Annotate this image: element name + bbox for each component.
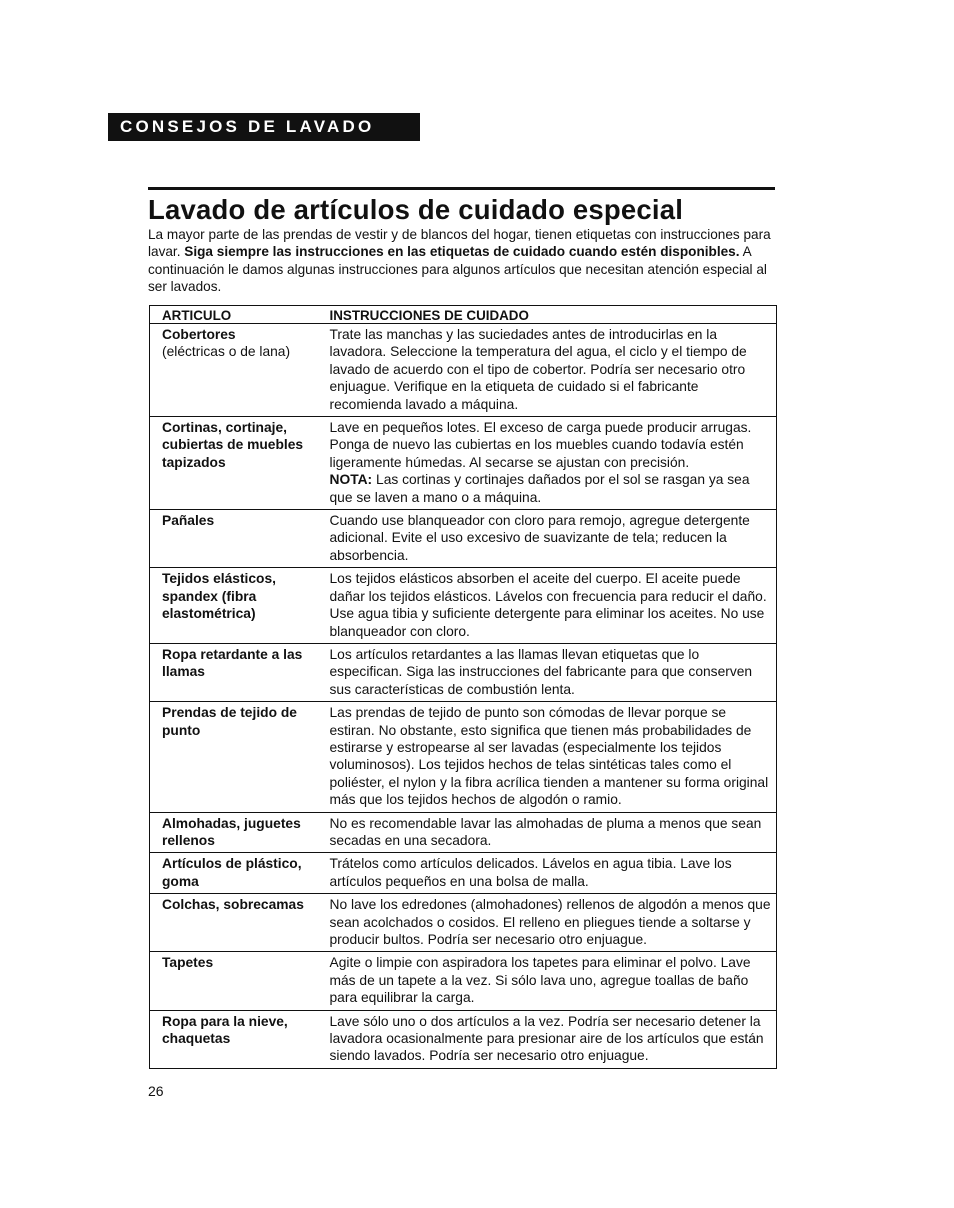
table-row	[150, 894, 777, 952]
header-article: ARTICULO	[150, 306, 318, 324]
item-cell	[150, 702, 318, 812]
instructions-cell: Los tejidos elásticos absorben el aceite del cuerpo. El aceite puede dañar los tejidos elásticos. Lávelos con frecuencia para reducir el daño. Use agua tibia y suficiente detergente para eliminar los aceites. No use blanqueador con cloro.	[318, 568, 777, 644]
instructions-cell: Lave sólo uno o dos artículos a la vez. Podría ser necesario detener la lavadora ocasionalmente para presionar aire de los artículos que están siendo lavados. Podría ser necesario otro enjuague.	[318, 1010, 777, 1068]
note-text: Las cortinas y cortinajes dañados por el sol se rasgan ya sea que se laven a mano o a máquina.	[329, 472, 750, 505]
item-name: Artículos de plástico, goma	[162, 856, 302, 889]
item-cell	[150, 568, 318, 644]
item-name: Pañales	[162, 513, 215, 529]
item-name: Prendas de tejido de punto	[162, 705, 297, 738]
intro-text-2: A continuación le damos algunas instrucciones para algunos artículos que necesitan atención especial al ser lavados.	[148, 244, 767, 295]
instructions-cell	[318, 417, 777, 510]
table-row	[150, 417, 777, 510]
table-row	[150, 702, 777, 812]
table-row	[150, 812, 777, 853]
instructions-text: Lave en pequeños lotes. El exceso de carga puede producir arrugas. Ponga de nuevo las cubiertas en los muebles cuando todavía estén ligeramente húmedas. Al secarse se ajustan con precisión.	[329, 420, 752, 470]
section-banner: CONSEJOS DE LAVADO	[108, 113, 420, 141]
item-cell	[150, 894, 318, 952]
item-cell	[150, 952, 318, 1010]
table-header-row	[150, 306, 777, 324]
table-row	[150, 853, 777, 894]
table-row	[150, 568, 777, 644]
table-row	[150, 952, 777, 1010]
item-name: Tejidos elásticos, spandex (fibra elastométrica)	[162, 571, 276, 622]
item-name: Cortinas, cortinaje, cubiertas de muebles tapizados	[162, 420, 304, 470]
care-instructions-table	[149, 305, 777, 1069]
table-row	[150, 510, 777, 568]
instructions-cell: Los artículos retardantes a las llamas llevan etiquetas que lo especifican. Siga las instrucciones del fabricante para que conserven sus características de combustión lenta.	[318, 643, 777, 701]
item-name: Colchas, sobrecamas	[162, 897, 304, 913]
item-cell	[150, 812, 318, 853]
header-instructions: INSTRUCCIONES DE CUIDADO	[318, 306, 777, 324]
item-name: Cobertores	[162, 327, 236, 342]
note-label: NOTA:	[329, 472, 373, 488]
item-cell	[150, 510, 318, 568]
instructions-cell: Cuando use blanqueador con cloro para remojo, agregue detergente adicional. Evite el uso excesivo de suavizante de tela; reducen la absorbencia.	[318, 510, 777, 568]
intro-paragraph	[148, 226, 778, 296]
instructions-cell: Agite o limpie con aspiradora los tapetes para eliminar el polvo. Lave más de un tapete a la vez. Si sólo lava uno, agregue toallas de baño para equilibrar la carga.	[318, 952, 777, 1010]
item-subtitle: (eléctricas o de lana)	[162, 344, 291, 360]
item-cell	[150, 643, 318, 701]
item-name: Almohadas, juguetes rellenos	[162, 815, 301, 848]
table-row	[150, 1010, 777, 1068]
instructions-cell: No lave los edredones (almohadones) rellenos de algodón a menos que sean acolchados o cosidos. El relleno en pliegues tiende a soltarse y producir bultos. Podría ser necesario otro enjuague.	[318, 894, 777, 952]
item-cell	[150, 853, 318, 894]
table-row	[150, 643, 777, 701]
note-paragraph	[330, 471, 775, 506]
item-cell	[150, 324, 318, 417]
item-name: Ropa para la nieve, chaquetas	[162, 1013, 288, 1047]
item-cell	[150, 417, 318, 510]
item-name: Tapetes	[162, 955, 214, 971]
item-name: Ropa retardante a las llamas	[162, 646, 303, 680]
instructions-cell: No es recomendable lavar las almohadas de pluma a menos que sean secadas en una secadora.	[318, 812, 777, 853]
intro-bold: Siga siempre las instrucciones en las etiquetas de cuidado cuando estén disponibles.	[184, 244, 740, 260]
table-row	[150, 324, 777, 417]
page-number: 26	[148, 1083, 164, 1099]
instructions-cell: Las prendas de tejido de punto son cómodas de llevar porque se estiran. No obstante, esto significa que tienen más probabilidades de estirarse y estropearse al ser lavadas (especialmente los tejidos voluminosos). Los tejidos hechos de telas sintéticas tales como el poliéster, el nylon y la fibra acrílica tienden a mantener su forma original más que los tejidos hechos de algodón o ramio.	[318, 702, 777, 812]
instructions-cell: Trátelos como artículos delicados. Lávelos en agua tibia. Lave los artículos pequeños en una bolsa de malla.	[318, 853, 777, 894]
page-title: Lavado de artículos de cuidado especial	[148, 194, 684, 225]
intro-text-1: La mayor parte de las prendas de vestir y de blancos del hogar, tienen etiquetas con instrucciones para lavar.	[148, 227, 771, 260]
title-rule	[148, 187, 775, 190]
item-cell	[150, 1010, 318, 1068]
instructions-cell: Trate las manchas y las suciedades antes de introducirlas en la lavadora. Seleccione la temperatura del agua, el ciclo y el tiempo de lavado de acuerdo con el tipo de cobertor. Podría ser necesario otro enjuague. Verifique en la etiqueta de cuidado si el fabricante recomienda lavado a máquina.	[318, 324, 777, 417]
